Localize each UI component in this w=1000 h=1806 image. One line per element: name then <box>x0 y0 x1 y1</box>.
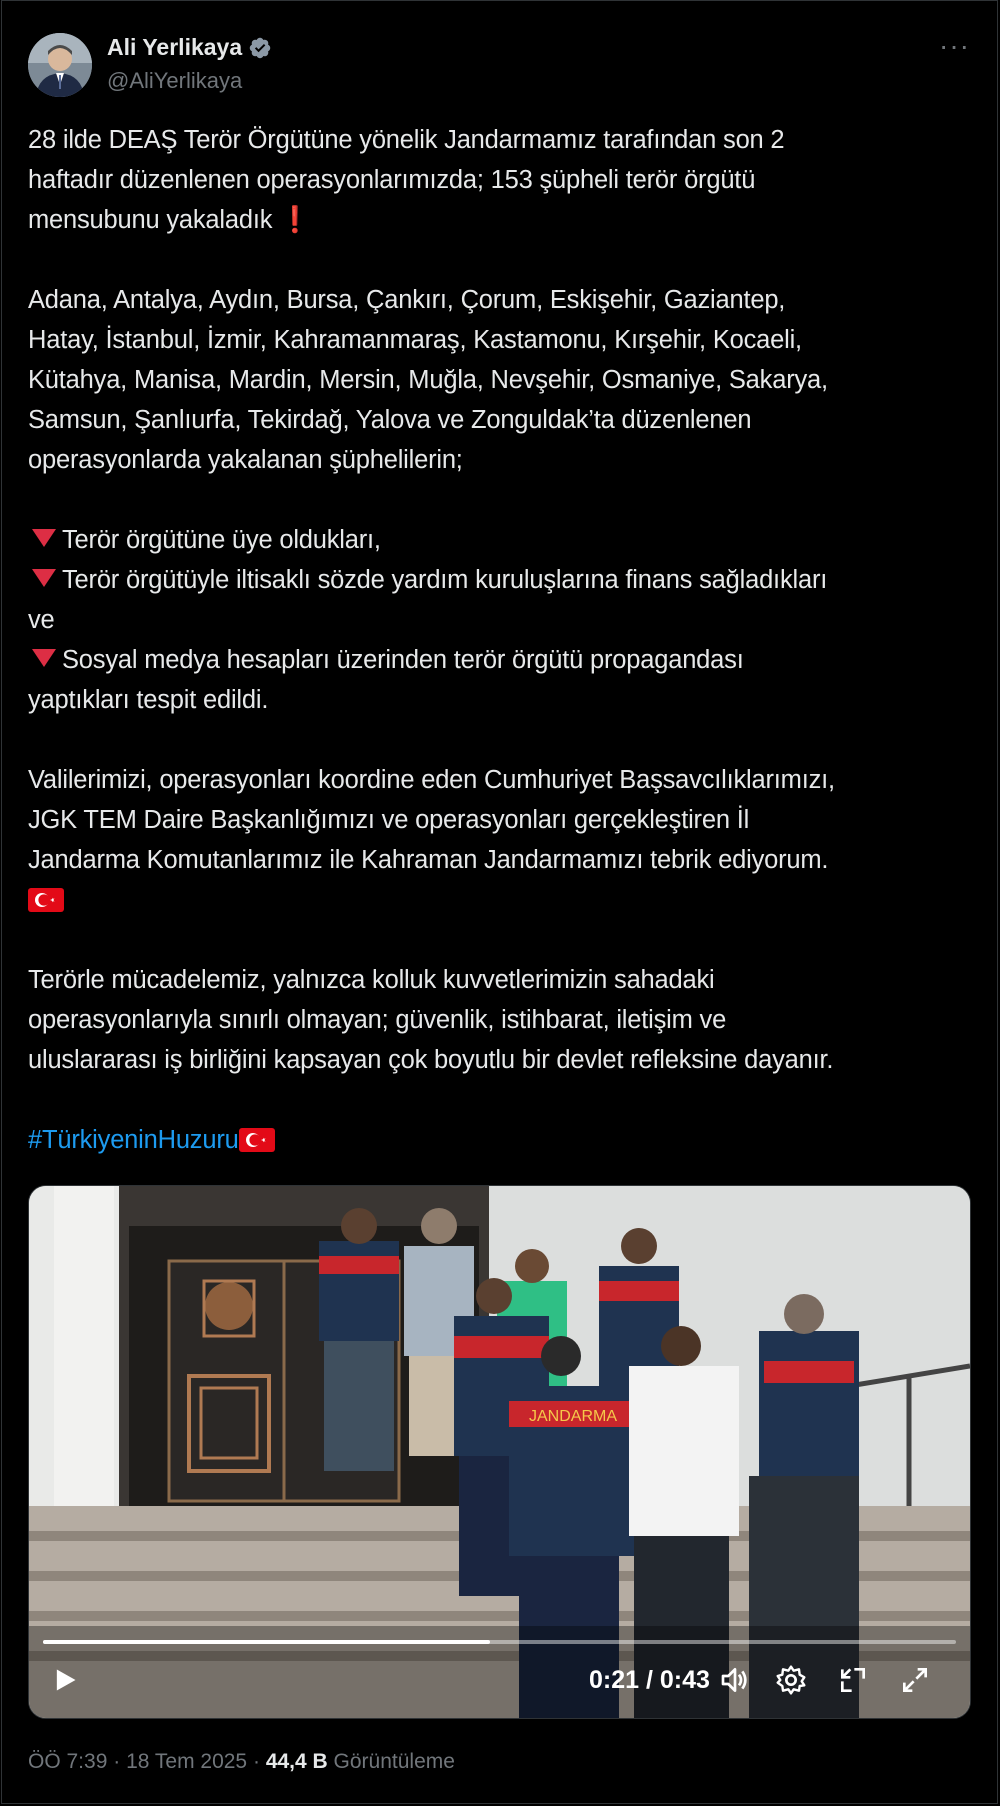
exclamation-emoji: ❗ <box>279 206 311 234</box>
more-horizontal-icon[interactable]: ··· <box>939 30 970 61</box>
settings-gear-icon[interactable] <box>775 1664 807 1696</box>
red-triangle-icon <box>32 529 56 547</box>
play-icon[interactable] <box>51 1666 79 1694</box>
text-line: operasyonlarıyla sınırlı olmayan; güvenlik, istihbarat, iletişim ve <box>28 1006 727 1034</box>
author-name-text[interactable]: Ali Yerlikaya <box>107 34 243 60</box>
text-line: haftadır düzenlenen operasyonlarımızda; 153 şüpheli terör örgütü <box>28 166 756 194</box>
text-line: Terörle mücadelemiz, yalnızca kolluk kuvvetlerimizin sahadaki <box>28 966 715 994</box>
avatar[interactable] <box>28 33 92 97</box>
volume-icon[interactable] <box>719 1664 751 1696</box>
turkey-flag-icon <box>28 888 64 912</box>
text-line: Jandarma Komutanlarımız ile Kahraman Jandarmamızı tebrik ediyorum. <box>28 846 829 874</box>
video-controls <box>29 1638 970 1718</box>
text-line: uluslararası iş birliğini kapsayan çok boyutlu bir devlet refleksine dayanır. <box>28 1046 834 1074</box>
separator: · <box>252 1750 260 1773</box>
paragraph-4 <box>28 760 978 920</box>
video-player[interactable] <box>28 1185 971 1719</box>
paragraph-3 <box>28 520 978 720</box>
paragraph-6 <box>28 1120 978 1160</box>
bullet-text: Terör örgütüne üye oldukları, <box>62 526 381 554</box>
bullet-text: Terör örgütüyle iltisaklı sözde yardım kuruluşlarına finans sağladıkları <box>62 566 828 594</box>
progress-bar[interactable] <box>43 1640 956 1644</box>
text-line: Valilerimizi, operasyonları koordine eden Cumhuriyet Başsavcılıklarımızı, <box>28 766 835 794</box>
text-line: mensubunu yakaladık <box>28 206 273 234</box>
text-line: 28 ilde DEAŞ Terör Örgütüne yönelik Jandarmamız tarafından son 2 <box>28 126 785 154</box>
text-line: Hatay, İstanbul, İzmir, Kahramanmaraş, Kastamonu, Kırşehir, Kocaeli, <box>28 326 802 354</box>
red-triangle-icon <box>32 569 56 587</box>
text-line: ve <box>28 606 55 634</box>
view-count-label: Görüntüleme <box>333 1750 455 1773</box>
text-line: Adana, Antalya, Aydın, Bursa, Çankırı, Çorum, Eskişehir, Gaziantep, <box>28 286 786 314</box>
jacket-text: JANDARMA <box>529 1408 618 1425</box>
author-handle[interactable]: @AliYerlikaya <box>107 68 243 93</box>
text-line: Kütahya, Manisa, Mardin, Mersin, Muğla, Nevşehir, Osmaniye, Sakarya, <box>28 366 828 394</box>
text-line: Samsun, Şanlıurfa, Tekirdağ, Yalova ve Zonguldak’ta düzenlenen <box>28 406 752 434</box>
bullet-text: Sosyal medya hesapları üzerinden terör örgütü propagandası <box>62 646 744 674</box>
red-triangle-icon <box>32 649 56 667</box>
fullscreen-icon[interactable] <box>899 1664 931 1696</box>
tweet-text <box>28 120 978 1200</box>
tweet-time[interactable]: ÖÖ 7:39 <box>28 1750 108 1773</box>
hashtag-link[interactable]: #TürkiyeninHuzuru <box>28 1126 239 1154</box>
progress-fill <box>43 1640 490 1644</box>
view-count: 44,4 B <box>265 1750 328 1773</box>
picture-in-picture-icon[interactable] <box>837 1664 869 1696</box>
verified-badge-icon <box>248 36 272 60</box>
text-line: JGK TEM Daire Başkanlığımızı ve operasyonları gerçekleştiren İl <box>28 806 750 834</box>
separator: · <box>113 1750 121 1773</box>
video-time: 0:21 / 0:43 <box>589 1666 710 1694</box>
turkey-flag-icon <box>239 1128 275 1152</box>
paragraph-2 <box>28 280 978 480</box>
paragraph-1 <box>28 120 978 240</box>
tweet-meta <box>28 1750 455 1774</box>
author-name[interactable] <box>107 34 272 61</box>
tweet-date[interactable]: 18 Tem 2025 <box>126 1750 248 1773</box>
text-line: yaptıkları tespit edildi. <box>28 686 269 714</box>
text-line: operasyonlarda yakalanan şüphelilerin; <box>28 446 463 474</box>
paragraph-5 <box>28 960 978 1080</box>
